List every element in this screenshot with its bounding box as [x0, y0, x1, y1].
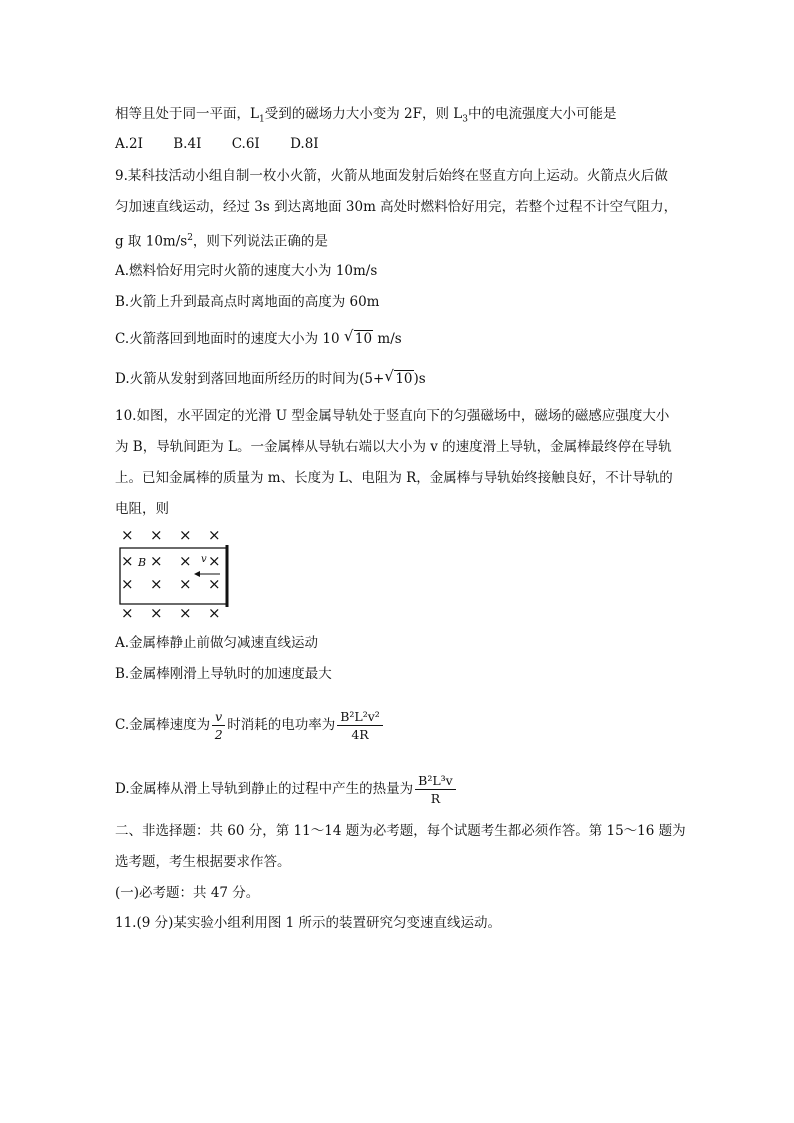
field-mark: × — [179, 575, 192, 593]
q9-stem-end: ，则下列说法正确的是 — [192, 233, 328, 250]
field-mark: × — [208, 552, 221, 570]
field-mark: × — [208, 526, 221, 544]
q9-option-c-pre: C.火箭落回到地面时的速度大小为 10 — [115, 331, 340, 347]
field-mark: × — [150, 552, 163, 570]
fraction-denominator: R — [430, 791, 441, 806]
q8-option-a: A.2I — [115, 136, 143, 152]
q10-stem-line-2: 为 B，导轨间距为 L。一金属棒从导轨右端以大小为 v 的速度滑上导轨，金属棒最终停在导轨 — [115, 439, 672, 455]
field-mark: × — [208, 575, 221, 593]
q9-option-c-unit: m/s — [377, 331, 402, 347]
sqrt-symbol: √ 10 — [384, 367, 413, 387]
q8-option-c: C.6I — [231, 136, 260, 152]
q10-option-d-pre: D.金属棒从滑上导轨到静止的过程中产生的热量为 — [115, 781, 414, 797]
q9-option-d-radicand: 10 — [395, 371, 413, 387]
q9-option-d-pre: D.火箭从发射到落回地面所经历的时间为(5+ — [115, 371, 385, 387]
q9-option-c-radicand: 10 — [354, 331, 373, 347]
q10-option-a: A.金属棒静止前做匀减速直线运动 — [115, 635, 319, 651]
q9-option-d — [115, 367, 426, 388]
q8-options — [115, 135, 345, 153]
q10-option-b: B.金属棒刚滑上导轨时的加速度最大 — [115, 666, 332, 682]
field-label-b: B — [138, 556, 147, 569]
q9-stem-line-1: 9.某科技活动小组自制一枚小火箭，火箭从地面发射后始终在竖直方向上运动。火箭点火后做 — [115, 168, 668, 184]
q10-stem-line-4: 电阻，则 — [115, 501, 169, 517]
field-mark: × — [121, 526, 134, 544]
q8-option-b: B.4I — [173, 136, 202, 152]
field-mark: × — [121, 575, 134, 593]
q8-option-d: D.8I — [290, 136, 319, 152]
field-mark: × — [179, 552, 192, 570]
field-mark: × — [150, 604, 163, 622]
q10-stem-line-3: 上。已知金属棒的质量为 m、长度为 L、电阻为 R，金属棒与导轨始终接触良好，不计导轨的 — [115, 470, 673, 486]
q9-gravity-exponent: 2 — [187, 233, 193, 243]
heat-fraction — [415, 772, 456, 807]
q8-subscript-1: 1 — [258, 114, 265, 125]
q8-tail-text — [115, 105, 616, 129]
q10-stem-line-1: 10.如图，水平固定的光滑 U 型金属导轨处于竖直向下的匀强磁场中，磁场的磁感应强度大小 — [115, 408, 670, 424]
q9-option-d-post: )s — [413, 371, 426, 387]
q8-tail-pre: 相等且处于同一平面，L — [115, 106, 259, 122]
q10-option-c — [115, 708, 385, 743]
q8-tail-post: 中的电流强度大小可能是 — [467, 106, 617, 122]
fraction-numerator: B²L²v² — [337, 708, 383, 726]
q9-gravity-text: g 取 10m/s — [115, 233, 188, 250]
q9-option-c — [115, 327, 402, 348]
q10-option-d — [115, 772, 458, 807]
q8-tail-mid: 受到的磁场力大小变为 2F，则 L — [264, 106, 463, 122]
field-mark: × — [179, 526, 192, 544]
q10-option-c-pre: C.金属棒速度为 — [115, 717, 211, 733]
fraction-numerator: B²L³v — [415, 772, 456, 790]
q9-stem-line-2: 匀加速直线运动，经过 3s 到达离地面 30m 高处时燃料恰好用完，若整个过程不计空气阻力， — [115, 199, 678, 215]
section2-line-1: 二、非选择题：共 60 分，第 11～14 题为必考题，每个试题考生都必须作答。第 15～16 题为 — [115, 823, 686, 839]
q9-option-b: B.火箭上升到最高点时离地面的高度为 60m — [115, 294, 380, 310]
velocity-label-v: v — [201, 554, 207, 565]
velocity-arrowhead — [194, 571, 200, 577]
magnetic-field-diagram — [112, 522, 237, 622]
q11-stem: 11.(9 分)某实验小组利用图 1 所示的装置研究匀变速直线运动。 — [115, 915, 502, 931]
section2-line-2: 选考题，考生根据要求作答。 — [115, 854, 291, 870]
field-mark: × — [121, 552, 134, 570]
field-mark: × — [121, 604, 134, 622]
power-fraction — [337, 708, 383, 743]
velocity-half-fraction — [212, 708, 225, 743]
q10-option-c-mid: 时消耗的电功率为 — [227, 717, 336, 733]
fraction-denominator: 2 — [214, 727, 223, 742]
sqrt-symbol: √ 10 — [343, 327, 373, 347]
fraction-numerator: v — [212, 708, 225, 726]
field-mark: × — [208, 604, 221, 622]
fraction-denominator: 4R — [351, 727, 369, 742]
q8-subscript-3: 3 — [462, 114, 468, 125]
field-mark: × — [150, 526, 163, 544]
field-mark: × — [179, 604, 192, 622]
q9-stem-line-3 — [115, 229, 328, 251]
q9-option-a: A.燃料恰好用完时火箭的速度大小为 10m/s — [115, 263, 378, 279]
field-mark: × — [150, 575, 163, 593]
section2-required-heading: (一)必考题：共 47 分。 — [115, 885, 260, 901]
